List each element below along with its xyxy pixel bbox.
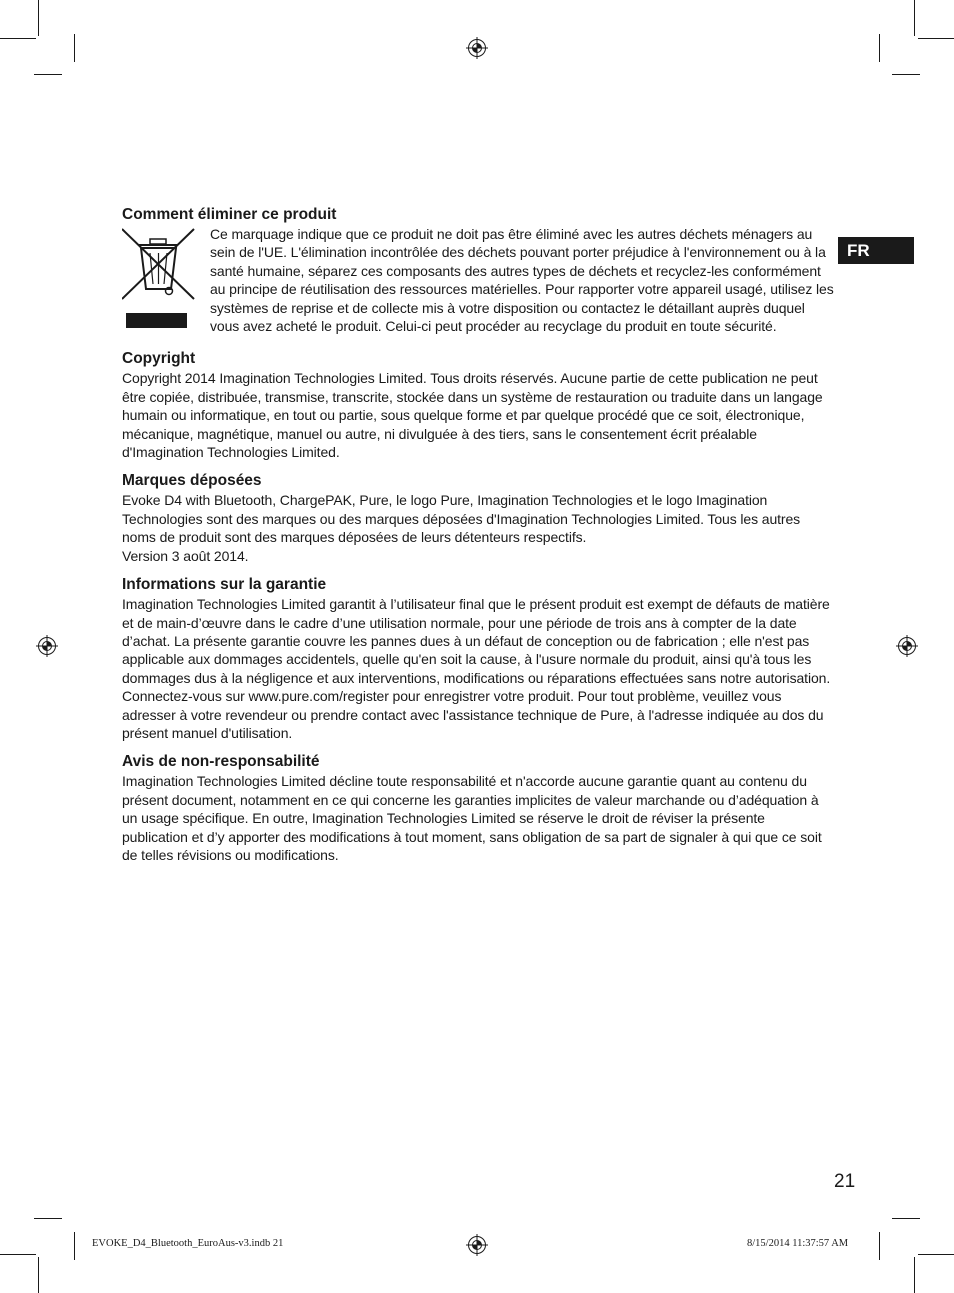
print-slug-file: EVOKE_D4_Bluetooth_EuroAus-v3.indb 21 [92, 1238, 284, 1249]
section-body: Imagination Technologies Limited garantit à l’utilisateur final que le présent produit est exempt de défauts de matière et de main-d’œuvre dans le cadre d’une utilisation normale, pour une période de trois ans à compter de la date d’achat. La présente garantie couvre les pannes dues à un défaut de conception ou de fabrication ; elle n'est pas applicable aux dommages accidentels, quelle qu'en soit la cause, à l'usure normale du produit, ainsi qu'à tous les dommages dus à la négligence et aux interventions, modifications ou réparations effectuées sans notre autorisation. Connectez-vous sur www.pure.com/register pour enregistrer votre produit. Pour tout problème, veuillez vous adresser à votre revendeur ou prendre contact avec l'assistance technique de Pure, à l'adresse indiquée au dos du présent manuel d'utilisation. [122, 596, 831, 741]
section-disclaimer [122, 752, 834, 864]
crop-mark [74, 34, 75, 62]
section-title: Informations sur la garantie [122, 576, 327, 594]
crop-mark [38, 1257, 39, 1293]
registration-mark-icon [896, 635, 918, 657]
disposal-block [122, 225, 834, 335]
crop-mark [34, 1218, 62, 1219]
crop-mark [34, 74, 62, 75]
crop-mark [879, 1232, 880, 1260]
registration-mark-icon [466, 37, 488, 59]
crossed-bin-icon [122, 227, 196, 335]
section-trademarks [122, 471, 834, 565]
section-title: Comment éliminer ce produit [122, 206, 337, 223]
section-body: Copyright 2014 Imagination Technologies Limited. Tous droits réservés. Aucune partie de cette publication ne peut être copiée, distribuée, transmise, transcrite, stockée dans un système de restauration ou traduite dans un langage humain ou informatique, en tout ou partie, sous quelque forme et par quelque procédé que ce soit, électronique, mécanique, magnétique, manuel ou autre, ni divulguée à des tiers, sans le consentement écrit préalable d'Imagination Technologies Limited. [122, 370, 823, 461]
registration-mark-icon [466, 1234, 488, 1256]
language-tab: FR [838, 237, 914, 264]
section-warranty [122, 575, 834, 742]
weee-symbol [122, 225, 210, 335]
crop-mark [892, 1218, 920, 1219]
section-disposal [122, 205, 834, 335]
section-body: Ce marquage indique que ce produit ne doit pas être éliminé avec les autres déchets ménagers au sein de l'UE. L'élimination incontrôlée des déchets pouvant porter préjudice à l'environnement ou à la santé humaine, séparez ces composants des autres types de déchets et recyclez-les conformément au principe de réutilisation des ressources matérielles. Pour rapporter votre appareil usagé, utilisez les systèmes de reprise et de collecte mis à votre disposition ou contactez le détaillant auprès duquel vous avez acheté le produit. Celui-ci peut procéder au recyclage du produit en toute sécurité. [210, 226, 834, 335]
crop-mark [918, 1254, 954, 1255]
registration-mark-icon [36, 635, 58, 657]
crop-mark [914, 1257, 915, 1293]
crop-mark [918, 38, 954, 39]
section-body: Imagination Technologies Limited décline toute responsabilité et n'accorde aucune garantie quant au contenu du présent document, notamment en ce qui concerne les garanties implicites de valeur marchande ou d’adéquation à un usage spécifique. En outre, Imagination Technologies Limited se réserve le droit de réviser la présente publication et d’y apporter des modifications à tout moment, sans obligation de sa part de signaler à qui que ce soit de telles révisions ou modifications. [122, 773, 822, 863]
section-body: Evoke D4 with Bluetooth, ChargePAK, Pure, le logo Pure, Imagination Technologies et le logo Imagination Technologies sont des marques ou des marques déposées d'Imagination Technologies Limited. Tous les autres noms de produit sont des marques déposées de leurs détenteurs respectifs. [122, 492, 801, 546]
crop-mark [0, 38, 36, 39]
crop-mark [879, 34, 880, 62]
crop-mark [38, 0, 39, 36]
section-title: Copyright [122, 350, 196, 368]
crop-mark [914, 0, 915, 36]
crop-mark [0, 1254, 36, 1255]
version-line: Version 3 août 2014. [122, 547, 249, 564]
crop-mark [74, 1232, 75, 1260]
page-content [122, 205, 834, 874]
print-slug-timestamp: 8/15/2014 11:37:57 AM [747, 1238, 849, 1249]
section-title: Avis de non-responsabilité [122, 753, 320, 771]
section-title: Marques déposées [122, 472, 262, 490]
crop-mark [892, 74, 920, 75]
section-copyright [122, 349, 834, 461]
page-number: 21 [834, 1171, 856, 1192]
